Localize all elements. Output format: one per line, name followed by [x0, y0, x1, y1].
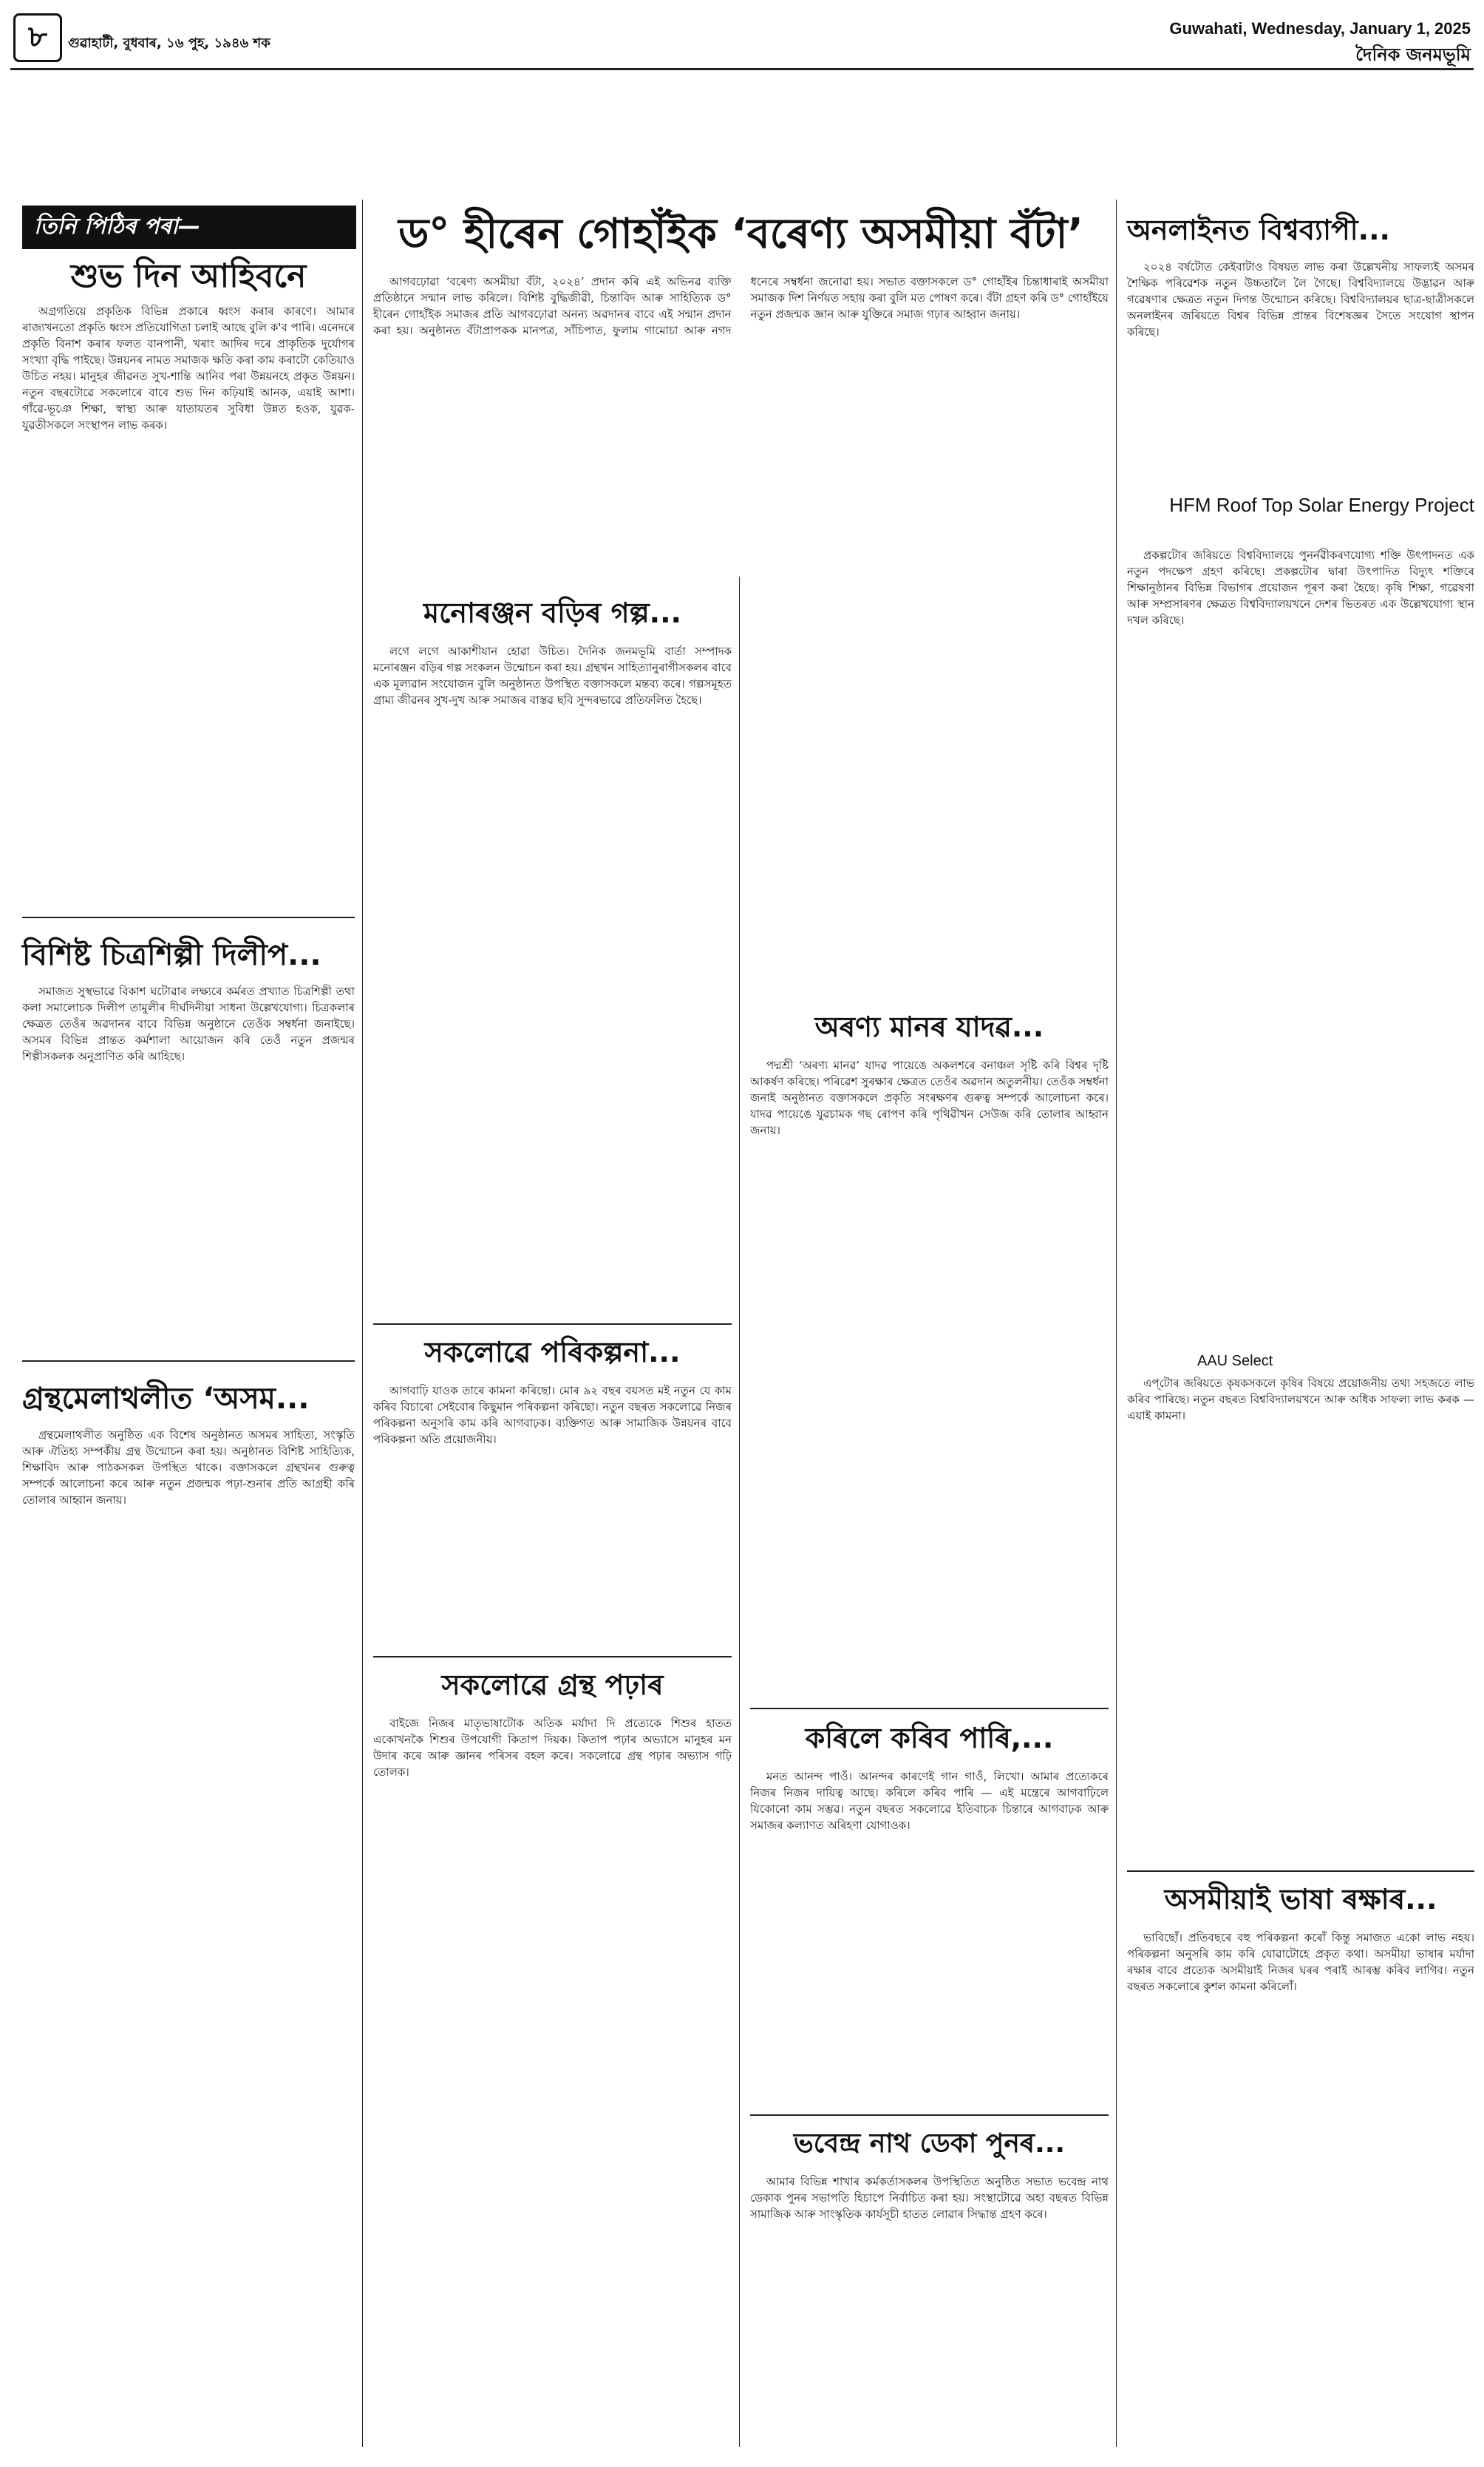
- col3-story3-body: [750, 2174, 1109, 2440]
- lead-body: [373, 274, 1109, 569]
- masthead: দৈনিক জনমভূমি: [1355, 44, 1471, 65]
- col2-story4-title: সকলোৱে গ্ৰন্থ পঢ়াৰ: [441, 1669, 664, 1701]
- story-divider: [750, 1708, 1109, 1709]
- col1-story3-body: [22, 1427, 355, 2440]
- paragraph: অগ্ৰগতিয়ে প্ৰকৃতিক বিভিন্ন প্ৰকাৰে ধ্বংস কৰাৰ কাৰণে। আমাৰ ৰাজ্যখনতো প্ৰকৃতি ধ্বংস প্ৰতিযোগিতা চলাই আছে বুলি ক'ব পাৰি। এনেদৰে প্ৰকৃতি বিনাশ কৰাৰ ফলত বানপানী, খৰাং আদিৰ দৰে প্ৰাকৃতিক দুৰ্যোগৰ সংখ্যা বৃদ্ধি পাইছে। উন্নয়নৰ নামত সমাজক ক্ষতি কৰা কাম কৰাটো কেতিয়াও উচিত নহয়। মানুহৰ জীৱনত সুখ-শান্তি আনিব পৰা উন্নয়নহে প্ৰকৃত উন্নয়ন। নতুন বছৰটোৱে সকলোৰে বাবে শুভ দিন কঢ়িয়াই আনক, এয়াই আশা। গাঁৱে-ভূঞে শিক্ষা, স্বাস্থ্য আৰু যাতায়তৰ সুবিধা উন্নত হওক, যুৱক-যুৱতীসকলে সংস্থাপন লাভ কৰক।: [22, 305, 355, 432]
- column-divider: [739, 577, 740, 2447]
- col4-story2-body: [1127, 1930, 1474, 2440]
- paragraph: বাইজে নিজৰ মাতৃভাষাটোক অতিক মৰ্যাদা দি প্ৰত্যেকে শিশুৰ হাতত একোখনকৈ শিশুৰ উপযোগী কিতাপ দিয়ক। কিতাপ পঢ়াৰ অভ্যাসে মানুহৰ মন উদাৰ কৰে আৰু জ্ঞানৰ পৰিসৰ বহল কৰে। সকলোৱে গ্ৰন্থ পঢ়াৰ অভ্যাস গঢ়ি তোলক।: [373, 1717, 732, 1779]
- paragraph: মনত আনন্দ পাওঁ। আনন্দৰ কাৰণেই গান গাওঁ, লিখো। আমাৰ প্ৰত্যেকৰে নিজৰ নিজৰ দায়িত্ব আছে। কৰিলে কৰিব পাৰি — এই মন্ত্ৰেৰে আগবাঢ়িলে যিকোনো কাম সম্ভৱ। নতুন বছৰত সকলোৱে ইতিবাচক চিন্তাৰে আগবাঢ়ক আৰু সমাজৰ কল্যাণত অৰিহণা যোগাওক।: [750, 1770, 1109, 1832]
- col3-story2-body: [750, 1768, 1109, 2108]
- paragraph: লগে লগে আকাশীযান হোৱা উচিত। দৈনিক জনমভূমি বাৰ্তা সম্পাদক মনোৰঞ্জন বড়িৰ গল্প সংকলন উন্মোচন কৰা হয়। গ্ৰন্থখন সাহিত্যানুৰাগীসকলৰ বাবে এক মূল্যৱান সংযোজন বুলি অনুষ্ঠানত উপস্থিত বক্তাসকলে মন্তব্য কৰে। গল্পসমূহত গ্ৰাম্য জীৱনৰ সুখ-দুখ আৰু সমাজৰ বাস্তৱ ছবি সুন্দৰভাৱে প্ৰতিফলিত হৈছে।: [373, 645, 732, 707]
- col1-story1-body: [22, 303, 355, 909]
- col1-story2-title: বিশিষ্ট চিত্ৰশিল্পী দিলীপ...: [22, 938, 321, 972]
- col3-story3-title: ভবেন্দ্ৰ নাথ ডেকা পুনৰ...: [793, 2128, 1066, 2159]
- col3-story2-title: কৰিলে কৰিব পাৰি,...: [805, 1722, 1054, 1754]
- story-divider: [373, 1323, 732, 1325]
- col2-story3-body: [373, 1382, 732, 1649]
- right-dateline: Guwahati, Wednesday, January 1, 2025: [1169, 19, 1471, 38]
- story-divider: [22, 917, 355, 918]
- story-divider: [750, 2114, 1109, 2116]
- header-rule: [10, 68, 1474, 70]
- paragraph: গ্ৰন্থমেলাথলীত অনুষ্ঠিত এক বিশেষ অনুষ্ঠানত অসমৰ সাহিত্য, সংস্কৃতি আৰু ঐতিহ্য সম্পৰ্কীয় গ্ৰন্থ উন্মোচন কৰা হয়। অনুষ্ঠানত বিশিষ্ট সাহিত্যিক, শিক্ষাবিদ আৰু পাঠকসকল উপস্থিত থাকে। বক্তাসকলে গ্ৰন্থখনৰ গুৰুত্ব সম্পৰ্কে আলোচনা কৰে আৰু নতুন প্ৰজন্মক পঢ়া-শুনাৰ প্ৰতি আগ্ৰহী কৰি তোলাৰ আহ্বান জনায়।: [22, 1428, 355, 1507]
- col4-english-inline: HFM Roof Top Solar Energy Project: [1169, 494, 1474, 516]
- col1-story1-title: শুভ দিন আহিবনে: [70, 257, 307, 295]
- column-divider: [1116, 200, 1117, 2447]
- col4-english-inline-2: AAU Select: [1197, 1353, 1273, 1369]
- paragraph: আমাৰ বিভিন্ন শাখাৰ কৰ্মকৰ্তাসকলৰ উপস্থিতিত অনুষ্ঠিত সভাত ভবেন্দ্ৰ নাথ ডেকাক পুনৰ সভাপতি হিচাপে নিৰ্বাচিত কৰা হয়। সংস্থাটোৱে অহা বছৰত বিভিন্ন সামাজিক আৰু সাংস্কৃতিক কাৰ্যসূচী হাতত লোৱাৰ সিদ্ধান্ত গ্ৰহণ কৰে।: [750, 2175, 1109, 2221]
- story-divider: [1127, 1870, 1474, 1872]
- paragraph: ২০২৪ বৰ্ষটোত কেইবাটাও বিষয়ত লাভ কৰা উল্লেখনীয় সাফল্যই অসমৰ শৈক্ষিক পৰিৱেশক নতুন উচ্চতালৈ লৈ গৈছে। বিশ্ববিদ্যালয়ে উদ্ভাৱন আৰু গৱেষণাৰ ক্ষেত্ৰত নতুন দিগন্ত উন্মোচন কৰিছে। বিশ্ববিদ্যালয়ৰ ছাত্ৰ-ছাত্ৰীসকলে অনলাইনৰ জৰিয়তে বিশ্বৰ বিভিন্ন প্ৰান্তৰ বিশেষজ্ঞৰ সৈতে সংযোগ স্থাপন কৰিছে।: [1127, 260, 1474, 339]
- col4-story1-body3: [1127, 1375, 1474, 1863]
- lead-headline: ড° হীৰেন গোহাঁইক ‘বৰেণ্য অসমীয়া বঁটা’: [398, 210, 1083, 258]
- col2-story4-body: [373, 1715, 732, 2440]
- col4-story1-title: অনলাইনত বিশ্বব্যাপী...: [1127, 214, 1390, 246]
- col4-story1-body2: [1127, 547, 1474, 1346]
- paragraph: আগবাঢ়ি যাওক তাৰে কামনা কৰিছো। মোৰ ৯২ বছৰ বয়সত মই নতুন যে কাম কৰিব বিচাৰো সেইবোৰ কিছুমান পৰিকল্পনা কৰিছো। নতুন বছৰত সকলোৱে নিজৰ পৰিকল্পনা অনুসৰি কাম কৰি আগবাঢ়ক। ব্যক্তিগত আৰু সামাজিক উন্নয়নৰ বাবে পৰিকল্পনা অতি প্ৰয়োজনীয়।: [373, 1384, 732, 1446]
- paragraph: আগবঢ়োৱা ‘বৰেণ্য অসমীয়া বঁটা, ২০২৪’ প্ৰদান কৰি এই অভিনৱ ব্যক্তি প্ৰতিষ্ঠানে সন্মান লাভ কৰিলে। বিশিষ্ট বুদ্ধিজীৱী, চিন্তাবিদ আৰু সাহিত্যিক ড° হীৰেন গোহাঁইক সমাজৰ প্ৰতি আগবঢ়োৱা অনন্য অৱদানৰ বাবে এই সন্মান প্ৰদান কৰা হয়। অনুষ্ঠানত বঁটাপ্ৰাপকক মানপত্ৰ, সাঁচিপাত, ফুলাম গামোচা আৰু নগদ ধনেৰে সম্বৰ্ধনা জনোৱা হয়। সভাত বক্তাসকলে ড° গোহাঁইৰ চিন্তাধাৰাই অসমীয়া সমাজক দিশ নিৰ্ণয়ত সহায় কৰা বুলি মত পোষণ কৰে। বঁটা গ্ৰহণ কৰি ড° গোহাঁইয়ে নতুন প্ৰজন্মক জ্ঞান আৰু যুক্তিৰে সমাজ গঢ়াৰ আহ্বান জনায়।: [373, 275, 1109, 337]
- col2-story2-title: মনোৰঞ্জন বড়িৰ গল্প...: [423, 597, 681, 629]
- left-dateline: গুৱাহাটী, বুধবাৰ, ১৬ পুহ, ১৯৪৬ শক: [68, 35, 270, 51]
- col1-story3-title: গ্ৰন্থমেলাথলীত ‘অসম...: [22, 1382, 310, 1416]
- story-divider: [22, 1360, 355, 1362]
- col3-story1-body: [750, 1057, 1109, 1700]
- col2-story2-body: [373, 643, 732, 1309]
- paragraph: এপ্‌টোৰ জৰিয়তে কৃষকসকলে কৃষিৰ বিষয়ে প্ৰয়োজনীয় তথ্য সহজতে লাভ কৰিব পাৰিছে। নতুন বছৰত বিশ্ববিদ্যালয়খনে আৰু অধিক সাফল্য লাভ কৰক — এয়াই কামনা।: [1127, 1377, 1474, 1422]
- col2-story3-title: সকলোৱে পৰিকল্পনা...: [424, 1336, 681, 1368]
- section-kicker: তিনি পিঠিৰ পৰা—: [22, 206, 356, 249]
- paragraph: ভাবিছোঁ। প্ৰতিবছৰে বহু পৰিকল্পনা কৰোঁ কিন্তু সমাজত একো লাভ নহয়। পৰিকল্পনা অনুসৰি কাম কৰি যোৱাটোহে প্ৰকৃত কথা। অসমীয়া ভাষাৰ মৰ্যাদা ৰক্ষাৰ বাবে প্ৰত্যেক অসমীয়াই নিজৰ ঘৰৰ পৰাই আৰম্ভ কৰিব লাগিব। নতুন বছৰত সকলোৰে কুশল কামনা কৰিলোঁ।: [1127, 1931, 1474, 1993]
- paragraph: প্ৰকল্পটোৰ জৰিয়তে বিশ্ববিদ্যালয়ে পুনৰ্নৱীকৰণযোগ্য শক্তি উৎপাদনত এক নতুন পদক্ষেপ গ্ৰহণ কৰিছে। প্ৰকল্পটোৰ দ্বাৰা উৎপাদিত বিদ্যুৎ শক্তিৰে শিক্ষানুষ্ঠানৰ বিভিন্ন বিভাগৰ প্ৰয়োজন পূৰণ কৰা হৈছে। কৃষি শিক্ষা, গৱেষণা আৰু সম্প্ৰসাৰণৰ ক্ষেত্ৰত বিশ্ববিদ্যালয়খনে দেশৰ ভিতৰত এক উল্লেখযোগ্য স্থান দখল কৰিছে।: [1127, 549, 1474, 627]
- paragraph: সমাজত সুস্থভাৱে বিকাশ ঘটোৱাৰ লক্ষ্যৰে কৰ্মৰত প্ৰখ্যাত চিত্ৰশিল্পী তথা কলা সমালোচক দিলীপ তামুলীৰ দীৰ্ঘদিনীয়া সাধনা উল্লেখযোগ্য। চিত্ৰকলাৰ ক্ষেত্ৰত তেওঁৰ অৱদানৰ বাবে বিভিন্ন অনুষ্ঠানে তেওঁক সম্বৰ্ধনা জনাইছে। অসমৰ বিভিন্ন প্ৰান্তত কৰ্মশালা আয়োজন কৰি তেওঁ নতুন প্ৰজন্মৰ শিল্পীসকলক অনুপ্ৰাণিত কৰি আহিছে।: [22, 985, 355, 1063]
- paragraph: পদ্মশ্ৰী ‘অৰণ্য মানৱ’ যাদৱ পায়েঙে অকলশৰে বনাঞ্চল সৃষ্টি কৰি বিশ্বৰ দৃষ্টি আকৰ্ষণ কৰিছে। পৰিৱেশ সুৰক্ষাৰ ক্ষেত্ৰত তেওঁৰ অৱদান অতুলনীয়। তেওঁক সম্বৰ্ধনা জনাই অনুষ্ঠানত বক্তাসকলে প্ৰকৃতি সংৰক্ষণৰ গুৰুত্ব সম্পৰ্কে আলোচনা কৰে। যাদৱ পায়েঙে যুৱচামক গছ ৰোপণ কৰি পৃথিৱীখন সেউজ কৰি তোলাৰ আহ্বান জনায়।: [750, 1059, 1109, 1137]
- col4-story1-body: [1127, 259, 1474, 488]
- col3-story1-title: অৰণ্য মানৰ যাদৱ...: [814, 1011, 1044, 1043]
- page-number: ৮: [13, 13, 62, 62]
- col4-story2-title: অসমীয়াই ভাষা ৰক্ষাৰ...: [1164, 1883, 1437, 1915]
- story-divider: [373, 1656, 732, 1657]
- column-divider: [362, 200, 363, 2447]
- col1-story2-body: [22, 983, 355, 1353]
